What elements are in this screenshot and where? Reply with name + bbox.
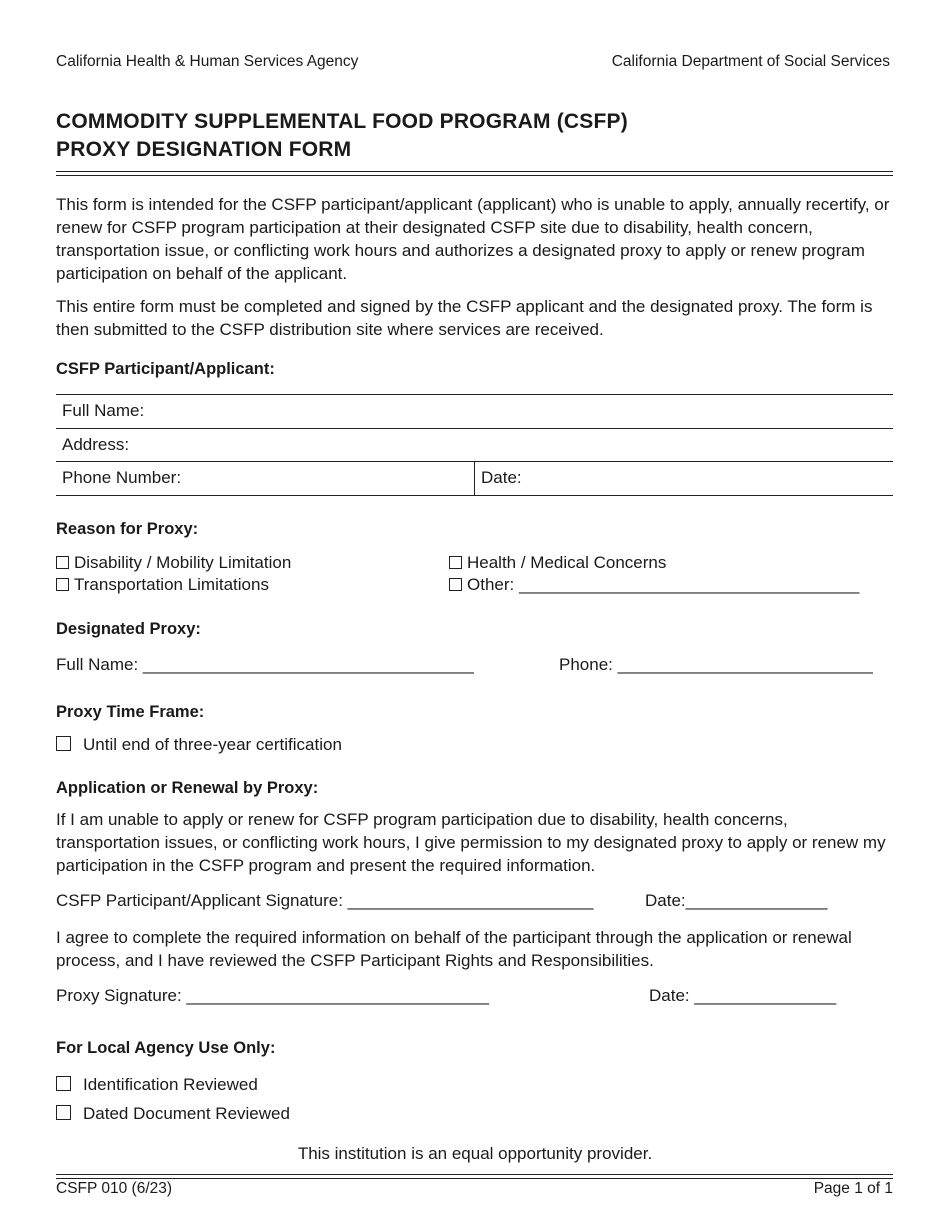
renewal-paragraph-2: I agree to complete the required information on behalf of the participant through the application or renewal process, and I have reviewed the CSFP Participant Rights and Responsibilities. (56, 928, 852, 970)
applicant-row-divider (56, 428, 893, 429)
disability-checkbox[interactable] (56, 556, 69, 569)
agency-name-right: California Department of Social Services (611, 53, 890, 70)
identification-checkbox[interactable] (56, 1076, 71, 1091)
reason-option-label: Disability / Mobility Limitation (74, 553, 292, 572)
renewal-paragraph-1: If I am unable to apply or renew for CSFP program participation due to disability, health concerns, transportation issues, or conflicting work hours, I give permission to my designated proxy to apply or renew my participation in the CSFP program and present the required information. (56, 810, 886, 875)
dated-document-checkbox[interactable] (56, 1105, 71, 1120)
time-frame-option-label: Until end of three-year certification (83, 735, 342, 754)
proxy-signature-date-field[interactable]: Date: _______________ (649, 986, 837, 1005)
applicant-cell-divider (474, 461, 475, 495)
three-year-checkbox[interactable] (56, 736, 71, 751)
proxy-phone-field[interactable]: Phone: ___________________________ (559, 655, 873, 674)
local-use-option-identification[interactable] (56, 1075, 258, 1095)
page-number: Page 1 of 1 (813, 1180, 893, 1197)
equal-opportunity-statement: This institution is an equal opportunity provider. (297, 1144, 653, 1163)
applicant-heading: CSFP Participant/Applicant: (56, 360, 275, 378)
applicant-address-label: Address: (62, 435, 130, 454)
time-frame-heading: Proxy Time Frame: (56, 703, 205, 721)
reason-option-health[interactable] (449, 553, 666, 573)
applicant-table-bottom-border (56, 495, 893, 496)
title-divider (56, 171, 893, 176)
transportation-checkbox[interactable] (56, 578, 69, 591)
applicant-table-top-border (56, 394, 893, 395)
health-checkbox[interactable] (449, 556, 462, 569)
applicant-signature-date-field[interactable]: Date:_______________ (645, 891, 828, 910)
reason-option-disability[interactable] (56, 553, 291, 573)
other-checkbox[interactable] (449, 578, 462, 591)
applicant-signature-field[interactable]: CSFP Participant/Applicant Signature: __________________________ (56, 891, 594, 910)
proxy-full-name-field[interactable]: Full Name: ___________________________________ (56, 655, 474, 674)
applicant-date-label: Date: (481, 468, 522, 487)
reason-heading: Reason for Proxy: (56, 520, 199, 538)
intro-paragraph-1: This form is intended for the CSFP participant/applicant (applicant) who is unable to apply, annually recertify, or renew for CSFP program participation at their designated CSFP site due to disability, health concern, transportation issue, or conflicting work hours and authorizes a designated proxy to apply or renew program participation on behalf of the applicant. (56, 195, 890, 283)
proxy-signature-field[interactable]: Proxy Signature: ________________________________ (56, 986, 489, 1005)
local-use-option-label: Identification Reviewed (83, 1075, 258, 1094)
applicant-phone-label: Phone Number: (62, 468, 182, 487)
proxy-heading: Designated Proxy: (56, 620, 201, 638)
local-use-option-label: Dated Document Reviewed (83, 1104, 290, 1123)
reason-option-transportation[interactable] (56, 575, 269, 595)
applicant-full-name-label: Full Name: (62, 401, 145, 420)
local-use-option-dated-document[interactable] (56, 1104, 290, 1124)
intro-paragraph-2: This entire form must be completed and signed by the CSFP applicant and the designated proxy. The form is then submitted to the CSFP distribution site where services are received. (56, 297, 873, 339)
footer-divider (56, 1174, 893, 1179)
reason-option-other[interactable] (449, 575, 859, 595)
reason-option-label: Health / Medical Concerns (467, 553, 667, 572)
form-title-line1: COMMODITY SUPPLEMENTAL FOOD PROGRAM (CSFP) (56, 110, 628, 133)
renewal-heading: Application or Renewal by Proxy: (56, 779, 319, 797)
form-title-line2: PROXY DESIGNATION FORM (56, 138, 352, 161)
time-frame-option[interactable] (56, 735, 342, 755)
reason-option-label: Other: ____________________________________ (467, 575, 860, 594)
reason-option-label: Transportation Limitations (74, 575, 269, 594)
agency-name-left: California Health & Human Services Agency (56, 53, 359, 70)
local-use-heading: For Local Agency Use Only: (56, 1039, 276, 1057)
form-code: CSFP 010 (6/23) (56, 1180, 173, 1197)
